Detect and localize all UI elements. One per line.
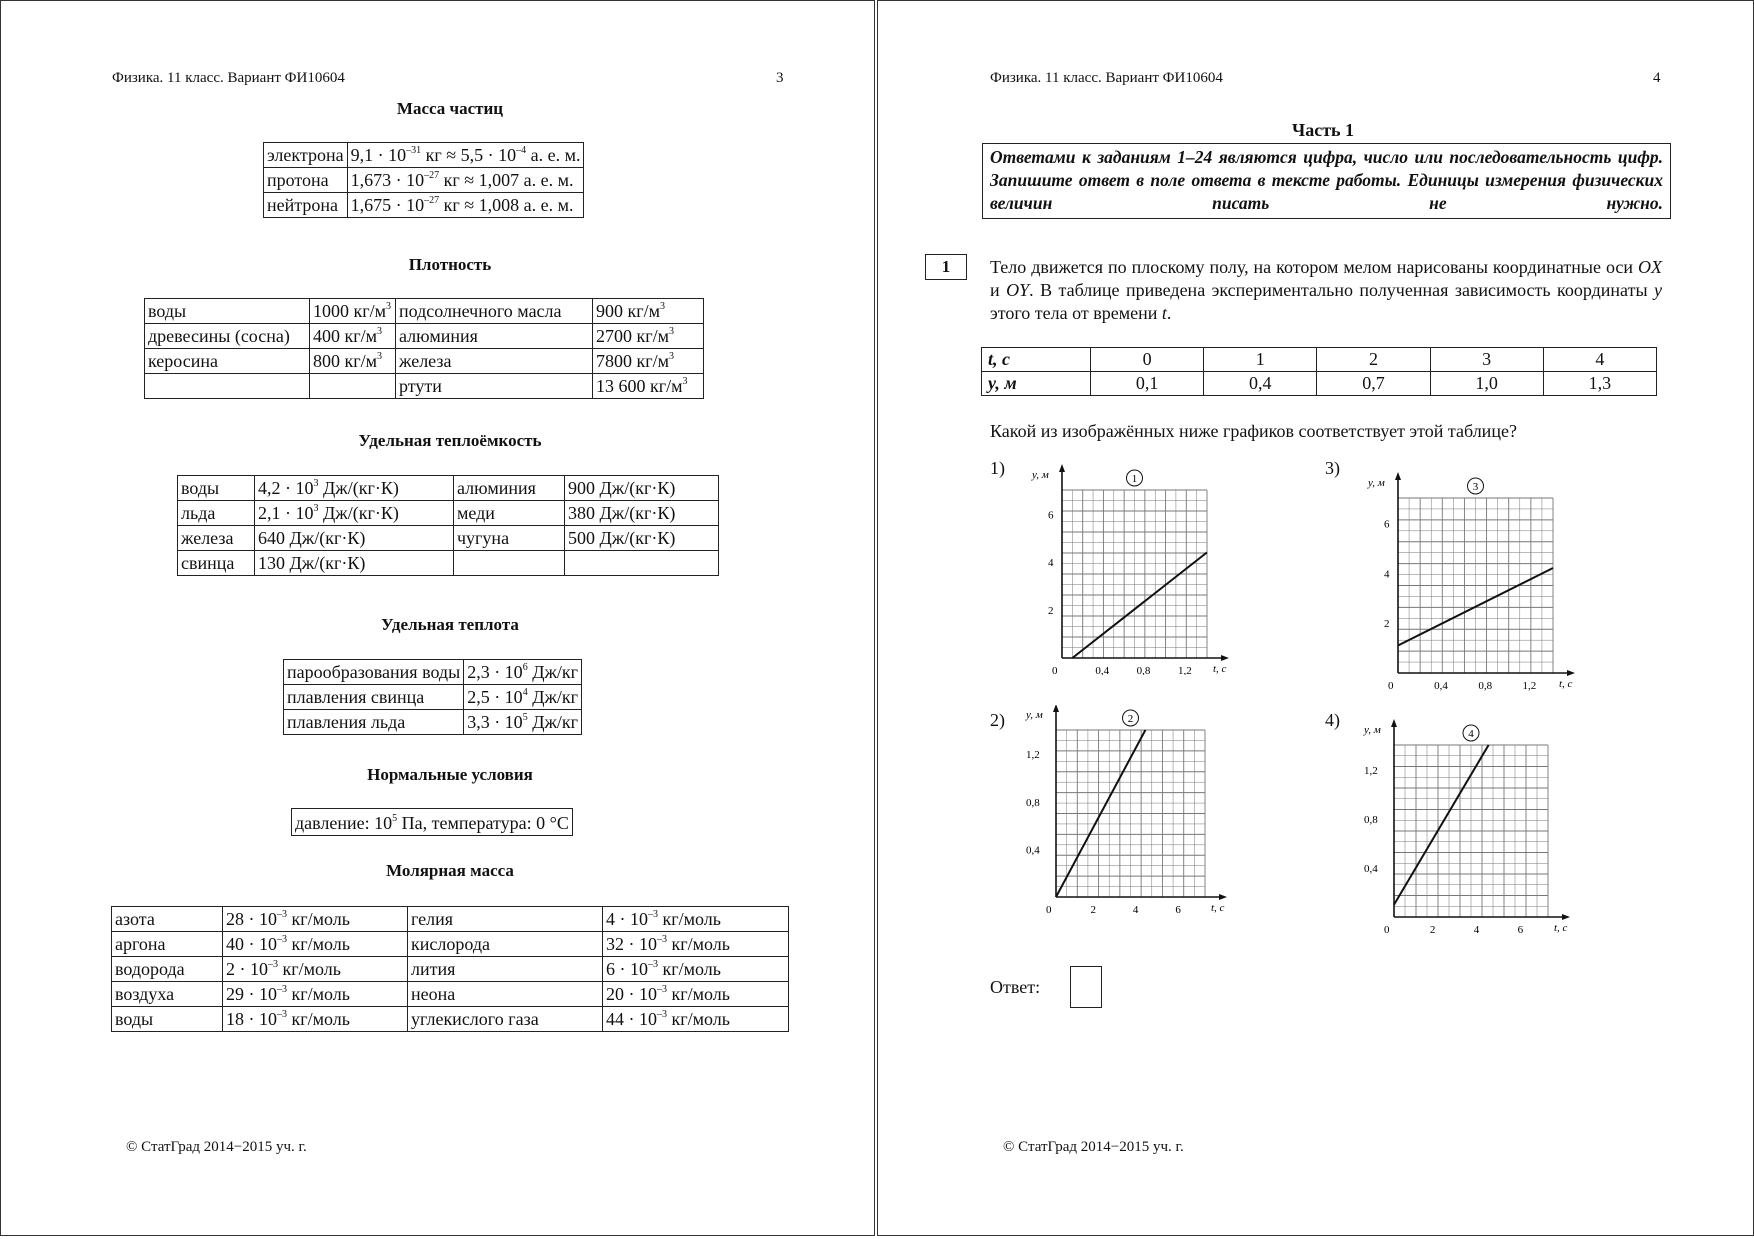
y-axis-arrow [1053,705,1059,712]
table-row [284,710,582,735]
table-cell: меди [454,501,565,526]
x-axis-label: t, с [1213,663,1227,675]
table-cell: $18 \cdot 10^{-3}$ кг/моль [223,1007,408,1032]
table-row [112,907,789,932]
x-tick-label: 0 [1388,680,1394,692]
graph-option-2[interactable] [1020,705,1300,925]
table-cell: керосина [145,349,310,374]
table-cell: 1,0 [1430,372,1543,396]
table-cell: $2,1 \cdot 10^3$ Дж/(кг·К) [255,501,454,526]
option-label-2: 2) [990,710,1005,730]
table-row [112,982,789,1007]
table-cell: 1 [1204,348,1317,372]
y-axis-label: y, м [1368,477,1385,489]
molar-mass-title: Молярная масса [386,861,514,880]
x-tick-label: 2 [1090,904,1096,916]
table-cell: неона [408,982,603,1007]
specific-heat-title: Удельная теплота [381,615,519,634]
part-title: Часть 1 [1292,120,1355,140]
table-row [178,501,719,526]
table-row [284,660,582,685]
table-cell: 4 [1543,348,1656,372]
question-text: Тело движется по плоскому полу, на котором мелом нарисованы координатные оси OX и OY. В таблице приведена экспериментально полученная зависимость координаты y этого тела от времени t. [990,257,1662,323]
table-cell: воздуха [112,982,223,1007]
table-cell: $44 \cdot 10^{-3}$ кг/моль [603,1007,789,1032]
table-cell: 1,3 [1543,372,1656,396]
y-tick-label: 2 [1048,605,1054,618]
table-cell: $2 \cdot 10^{-3}$ кг/моль [223,957,408,982]
table-cell: подсолнечного масла [396,299,593,324]
x-tick-label: 2 [1429,924,1436,936]
table-row [145,324,704,349]
table-cell: 2 [1317,348,1430,372]
table-cell: 800 $кг/м^3$ [310,349,396,374]
y-tick-label: 2 [1384,618,1390,631]
y-axis-label: y, м [1032,469,1049,481]
x-axis-label: t, с [1559,678,1573,690]
y-tick-label: 0,8 [1364,813,1378,826]
table-cell: 400 $кг/м^3$ [310,324,396,349]
table-cell: железа [396,349,593,374]
particle-mass-table [263,142,584,218]
x-tick-label: 0 [1046,904,1052,916]
table-cell: алюминия [396,324,593,349]
x-tick-label: 1,2 [1177,665,1192,675]
x-tick-label: 0,4 [1434,680,1448,692]
table-cell: 500 Дж/(кг·К) [565,526,719,551]
answer-box[interactable] [1070,966,1102,1008]
graph-option-1[interactable] [1020,455,1300,675]
y-tick-label: 6 [1048,509,1054,522]
x-tick-label: 1,2 [1522,680,1537,692]
table-row [145,349,704,374]
data-table [981,347,1657,396]
x-tick-label: 0,4 [1095,665,1110,675]
y-tick-label: 0,4 [1026,844,1040,857]
table-cell: $6 \cdot 10^{-3}$ кг/моль [603,957,789,982]
density-title: Плотность [408,255,492,274]
table-cell: чугуна [454,526,565,551]
table-cell: железа [178,526,255,551]
y-tick-label: 0,4 [1364,862,1378,875]
y-axis-arrow [1059,464,1065,472]
table-cell: $1,673 \cdot 10^{-27}$ кг ≈ 1,007 а. е. м. [347,168,584,193]
table-row [178,551,719,576]
y-tick-label: 4 [1048,557,1054,570]
normal-conditions-box: давление: $10^5$ Па, температура: 0 °С [291,808,573,836]
right-page-number: 4 [1653,70,1661,86]
table-row [982,348,1657,372]
table-cell: 130 Дж/(кг·К) [255,551,454,576]
table-cell: водорода [112,957,223,982]
instruction-box: Ответами к заданиям 1–24 являются цифра, число или последовательность цифр. Запишите ответ в поле ответа в тексте работы. Единицы измерения физических величин писать не нужно. [982,143,1671,219]
table-cell [565,551,719,576]
table-cell: 1000 $кг/м^3$ [310,299,396,324]
y-tick-label: 1,2 [1364,764,1378,777]
table-row [112,957,789,982]
x-tick-label: 0 [1052,665,1058,675]
table-cell: ртути [396,374,593,399]
table-cell: плавления свинца [284,685,464,710]
table-cell: гелия [408,907,603,932]
table-cell: воды [145,299,310,324]
table-cell: $1,675 \cdot 10^{-27}$ кг ≈ 1,008 а. е. м. [347,193,584,218]
table-cell: 13 600 $кг/м^3$ [593,374,704,399]
x-tick-label: 6 [1517,924,1524,936]
question-prompt: Какой из изображённых ниже графиков соответствует этой таблице? [990,421,1517,441]
y-tick-label: 6 [1384,518,1390,531]
table-header-t: t, с [982,348,1091,372]
table-cell: $2,5 \cdot 10^4$ Дж/кг [464,685,582,710]
table-cell: $4 \cdot 10^{-3}$ кг/моль [603,907,789,932]
table-cell: электрона [264,143,348,168]
y-axis-arrow [1391,719,1397,727]
table-cell [310,374,396,399]
x-tick-label: 0 [1384,924,1390,936]
table-cell: азота [112,907,223,932]
table-header-y: y, м [982,372,1091,396]
table-row [284,685,582,710]
option-label-1: 1) [990,458,1005,478]
table-cell: нейтрона [264,193,348,218]
table-row [178,526,719,551]
right-page-footer: © СтатГрад 2014−2015 уч. г. [1003,1139,1184,1155]
specific-heat-table [283,659,582,735]
table-row [264,143,584,168]
table-cell: 380 Дж/(кг·К) [565,501,719,526]
x-axis-label: t, с [1554,922,1568,934]
table-cell: 0,4 [1204,372,1317,396]
table-cell: протона [264,168,348,193]
table-cell: $28 \cdot 10^{-3}$ кг/моль [223,907,408,932]
table-cell: 900 $кг/м^3$ [593,299,704,324]
table-cell: $9,1 \cdot 10^{-31}$ кг ≈ $5,5 \cdot 10^{-4}$ а. е. м. [347,143,584,168]
option-marker-number: 3 [1472,481,1479,493]
left-page-header: Физика. 11 класс. Вариант ФИ10604 [112,70,345,86]
y-axis-arrow [1395,472,1401,480]
table-row [112,932,789,957]
particle-mass-title: Масса частиц [396,99,504,118]
table-row [112,1007,789,1032]
table-cell: 7800 $кг/м^3$ [593,349,704,374]
graph-option-4[interactable] [1356,712,1636,944]
table-cell: древесины (сосна) [145,324,310,349]
y-tick-label: 0,8 [1026,796,1040,809]
left-page-number: 3 [776,70,784,86]
table-cell: льда [178,501,255,526]
table-cell: 0 [1091,348,1204,372]
table-cell: алюминия [454,476,565,501]
table-cell: $20 \cdot 10^{-3}$ кг/моль [603,982,789,1007]
left-page-footer: © СтатГрад 2014−2015 уч. г. [126,1139,307,1155]
option-label-4: 4) [1325,710,1340,730]
option-marker-number: 2 [1127,713,1134,725]
table-cell: 900 Дж/(кг·К) [565,476,719,501]
table-cell: $29 \cdot 10^{-3}$ кг/моль [223,982,408,1007]
table-cell: 0,1 [1091,372,1204,396]
y-axis-label: y, м [1026,709,1043,721]
molar-mass-table [111,906,789,1032]
x-tick-label: 4 [1473,924,1480,936]
table-cell: $40 \cdot 10^{-3}$ кг/моль [223,932,408,957]
graph-option-3[interactable] [1356,455,1636,695]
series-line [1394,745,1489,905]
question-number: 1 [925,254,967,280]
table-cell: воды [178,476,255,501]
table-cell: 0,7 [1317,372,1430,396]
table-cell: свинца [178,551,255,576]
table-cell: 640 Дж/(кг·К) [255,526,454,551]
density-table [144,298,704,399]
table-row [145,299,704,324]
y-axis-label: y, м [1364,724,1381,736]
table-cell: $2,3 \cdot 10^6$ Дж/кг [464,660,582,685]
table-row [264,168,584,193]
heat-capacity-title: Удельная теплоёмкость [358,431,542,450]
table-cell: 2700 $кг/м^3$ [593,324,704,349]
table-cell: парообразования воды [284,660,464,685]
x-tick-label: 0,8 [1478,680,1493,692]
table-cell: лития [408,957,603,982]
table-cell: аргона [112,932,223,957]
table-row [982,372,1657,396]
option-marker-number: 4 [1468,728,1474,740]
y-tick-label: 4 [1384,568,1390,581]
y-tick-label: 1,2 [1026,749,1040,762]
heat-capacity-table [177,475,719,576]
table-cell: углекислого газа [408,1007,603,1032]
table-cell: плавления льда [284,710,464,735]
right-page-header: Физика. 11 класс. Вариант ФИ10604 [990,70,1223,86]
table-row [264,193,584,218]
table-cell: кислорода [408,932,603,957]
table-cell [454,551,565,576]
x-tick-label: 0,8 [1136,665,1151,675]
x-tick-label: 4 [1132,904,1139,916]
table-cell: $32 \cdot 10^{-3}$ кг/моль [603,932,789,957]
table-cell: 3 [1430,348,1543,372]
answer-label: Ответ: [990,977,1041,997]
x-tick-label: 6 [1175,904,1181,916]
x-axis-arrow [1219,894,1227,900]
option-marker-number: 1 [1131,473,1138,485]
x-axis-arrow [1221,655,1229,661]
table-cell [145,374,310,399]
table-cell: $3,3 \cdot 10^5$ Дж/кг [464,710,582,735]
table-row [145,374,704,399]
table-row [178,476,719,501]
table-cell: $4,2 \cdot 10^3$ Дж/(кг·К) [255,476,454,501]
x-axis-arrow [1562,914,1570,920]
option-label-3: 3) [1325,458,1340,478]
x-axis-label: t, с [1211,902,1225,914]
normal-conditions-title: Нормальные условия [367,765,533,784]
table-cell: воды [112,1007,223,1032]
series-line [1072,552,1207,658]
x-axis-arrow [1567,670,1575,676]
